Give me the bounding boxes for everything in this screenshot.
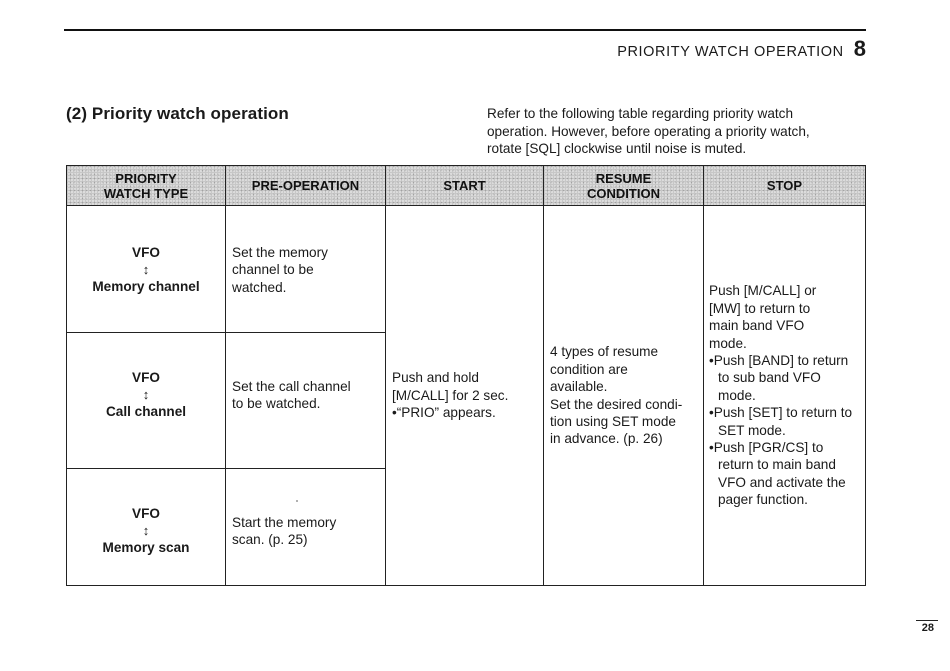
stop-bullet: •Push [BAND] to return to sub band VFO mode. — [709, 352, 849, 403]
stop-bullet: •Push [PGR/CS] to return to main band VFO and activate the pager function. — [709, 440, 846, 508]
intro-line: Refer to the following table regarding priority watch — [487, 106, 794, 121]
intro-line: operation. However, before operating a priority watch, — [487, 123, 810, 139]
up-down-arrow-icon: ↕ — [142, 387, 150, 403]
watch-type-cell — [67, 206, 226, 333]
resume-condition-cell: 4 types of resume condition are available. Set the desired condi- tion using SET mode in advance. (p. 26) — [544, 206, 704, 586]
header-priority-watch-type: PRIORITY WATCH TYPE — [67, 166, 226, 206]
running-header — [617, 36, 866, 62]
pre-operation-cell: Set the memory channel to be watched. — [226, 206, 386, 333]
priority-watch-table — [66, 165, 866, 586]
intro-paragraph — [487, 105, 867, 158]
page-number: 28 — [921, 622, 934, 634]
watch-type-bottom: Call channel — [105, 404, 187, 420]
start-cell: Push and hold [M/CALL] for 2 sec. •“PRIO” appears. — [386, 206, 544, 586]
section-title: (2) Priority watch operation — [66, 104, 289, 123]
intro-line: rotate [SQL] clockwise until noise is muted. — [487, 141, 747, 156]
watch-type-top: VFO — [132, 370, 160, 385]
watch-type-bottom: Memory scan — [102, 540, 190, 556]
header-rule — [64, 29, 866, 31]
stop-cell: Push [M/CALL] or [MW] to return to main band VFO mode. •Push [BAND] to return to sub band VFO mode. •Push [SET] to return to SET mode. •Push [PGR/CS] to return to main band VFO and activate the pager function. — [704, 206, 866, 586]
header-start: START — [386, 166, 544, 206]
pre-operation-cell: Set the call channel to be watched. — [226, 333, 386, 469]
watch-type-top: VFO — [132, 506, 160, 521]
stop-bullet: •Push [SET] to return to SET mode. — [709, 405, 853, 438]
watch-type-top: VFO — [132, 245, 160, 260]
watch-type-cell — [67, 469, 226, 586]
print-speck — [296, 500, 298, 502]
up-down-arrow-icon: ↕ — [142, 262, 150, 278]
header-stop: STOP — [704, 166, 866, 206]
header-pre-operation: PRE-OPERATION — [226, 166, 386, 206]
page-number-rule — [916, 620, 938, 621]
watch-type-bottom: Memory channel — [92, 279, 200, 295]
table-row — [67, 206, 866, 333]
up-down-arrow-icon: ↕ — [142, 523, 150, 539]
watch-type-cell — [67, 333, 226, 469]
pre-operation-cell: Start the memory scan. (p. 25) — [226, 469, 386, 586]
chapter-number: 8 — [853, 36, 866, 61]
header-row — [67, 166, 866, 206]
header-resume-condition: RESUME CONDITION — [544, 166, 704, 206]
running-title: PRIORITY WATCH OPERATION — [617, 44, 844, 60]
